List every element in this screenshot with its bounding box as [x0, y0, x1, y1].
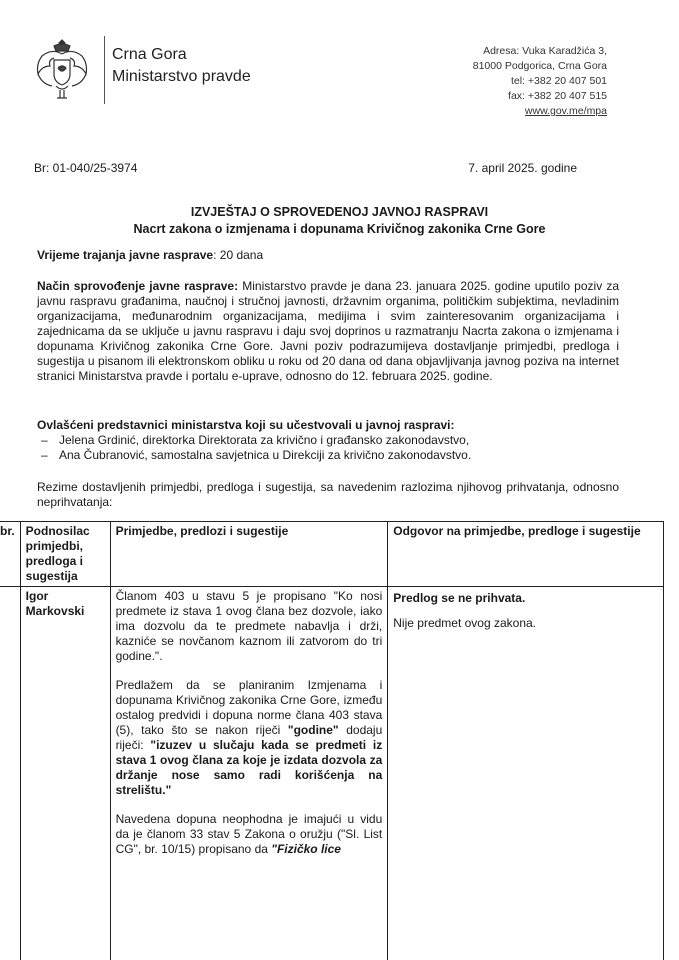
header-number: br. — [0, 522, 20, 587]
header-response: Odgovor na primjedbe, predloge i sugestije — [388, 522, 664, 587]
header-divider — [104, 36, 105, 104]
method-paragraph — [37, 279, 619, 384]
organization-name — [112, 44, 251, 88]
response-verdict: Predlog se ne prihvata. — [393, 591, 526, 605]
address: Adresa: Vuka Karadžića 3, — [483, 45, 607, 57]
summary-text: Rezime dostavljenih primjedbi, predloga i sugestija, sa navedenim razlozima njihovog prihvatanja, odnosno neprihvatanja: — [37, 480, 619, 509]
comment-paragraph-1: Članom 403 u stavu 5 je propisano "Ko nosi predmete iz stava 1 ovog člana bez dozvole, iako ima dozvolu da te predmete nabavlja i drži, kazniće se novčanom kaznom ili zatvorom do tri godine.". — [115, 589, 383, 663]
cell-comments — [110, 587, 388, 960]
title-line-2: Nacrt zakona o izmjenama i dopunama Krivičnog zakonika Crne Gore — [133, 222, 546, 236]
representative-item: – Jelena Grdinić, direktorka Direktorata za krivično i građansko zakonodavstvo, — [37, 433, 619, 448]
representatives-heading: Ovlašćeni predstavnici ministarstva koji su učestvovali u javnoj raspravi: — [37, 418, 455, 432]
cell-response — [388, 587, 664, 960]
reference-number: Br: 01-040/25-3974 — [34, 161, 138, 175]
fax: fax: +382 20 407 515 — [508, 90, 607, 102]
document-meta — [34, 161, 577, 175]
letterhead — [0, 0, 679, 140]
cell-number — [0, 587, 20, 960]
website-link[interactable]: www.gov.me/mpa — [524, 105, 607, 117]
duration-label: Vrijeme trajanja javne rasprave — [37, 248, 214, 262]
method-label: Način sprovođenje javne rasprave: — [37, 279, 239, 293]
response-text: Nije predmet ovog zakona. — [393, 616, 537, 630]
representative-item: – Ana Čubranović, samostalna savjetnica u Direkciji za krivično zakonodavstvo. — [37, 448, 619, 463]
cell-submitter: Igor Markovski — [20, 587, 110, 960]
duration-paragraph — [37, 248, 619, 263]
header-comments: Primjedbe, predlozi i sugestije — [110, 522, 388, 587]
table-row — [0, 587, 664, 960]
city: 81000 Podgorica, Crna Gora — [472, 60, 607, 72]
title-line-1: IZVJEŠTAJ O SPROVEDENOJ JAVNOJ RASPRAVI — [190, 205, 489, 219]
telephone: tel: +382 20 407 501 — [510, 75, 607, 87]
org-ministry: Ministarstvo pravde — [112, 68, 251, 85]
method-text: Ministarstvo pravde je dana 23. januara 2025. godine uputilo poziv za javnu raspravu građanima, naučnoj i stručnoj javnosti, državnim organima, političkim subjektima, nevladinim organizacijama, međunarodnim organizacijama, medijima i svim zainteresovanim organizacijama i zajednicama da se uključe u javnu raspravu i daju svoj doprinos u razmatranju Nacrta zakona o izmjenama i dopunama Krivičnog zakonika Crne Gore. Javni poziv podrazumijeva dostavljanje primjedbi, predloga i sugestija u pisanom ili elektronskom obliku u roku od 20 dana od dana objavljivanja javnog poziva na internet stranici Ministarstva pravde i portalu e-uprave, odnosno do 12. februara 2025. godine. — [37, 279, 619, 383]
comments-table — [0, 521, 664, 960]
document-title — [0, 204, 679, 238]
duration-value: : 20 dana — [213, 248, 264, 262]
representatives-section — [37, 418, 619, 463]
org-country: Crna Gora — [112, 46, 187, 63]
summary-paragraph — [37, 480, 619, 510]
coat-of-arms-icon — [32, 36, 92, 102]
contact-block — [473, 44, 607, 119]
table-header-row — [0, 522, 664, 587]
comment-paragraph-2: Predlažem da se planiranim Izmjenama i dopunama Krivičnog zakonika Crne Gore, između ostalog predvidi i dopuna norme člana 403 stava (5), tako što se nakon riječi "godine" dodaju riječi: "izuzev u slučaju kada se predmeti iz stava 1 ovog člana za koje je izdata dozvola za držanje nose samo radi korišćenja na strelištu." — [115, 678, 383, 797]
document-date: 7. april 2025. godine — [468, 161, 577, 175]
comment-paragraph-3: Navedena dopuna neophodna je imajući u vidu da je članom 33 stav 5 Zakona o oružju ("Sl. List CG", br. 10/15) propisano da "Fizičko lice — [115, 812, 383, 856]
header-submitter: Podnosilac primjedbi, predloga i sugestija — [20, 522, 110, 587]
representatives-list — [37, 433, 619, 463]
